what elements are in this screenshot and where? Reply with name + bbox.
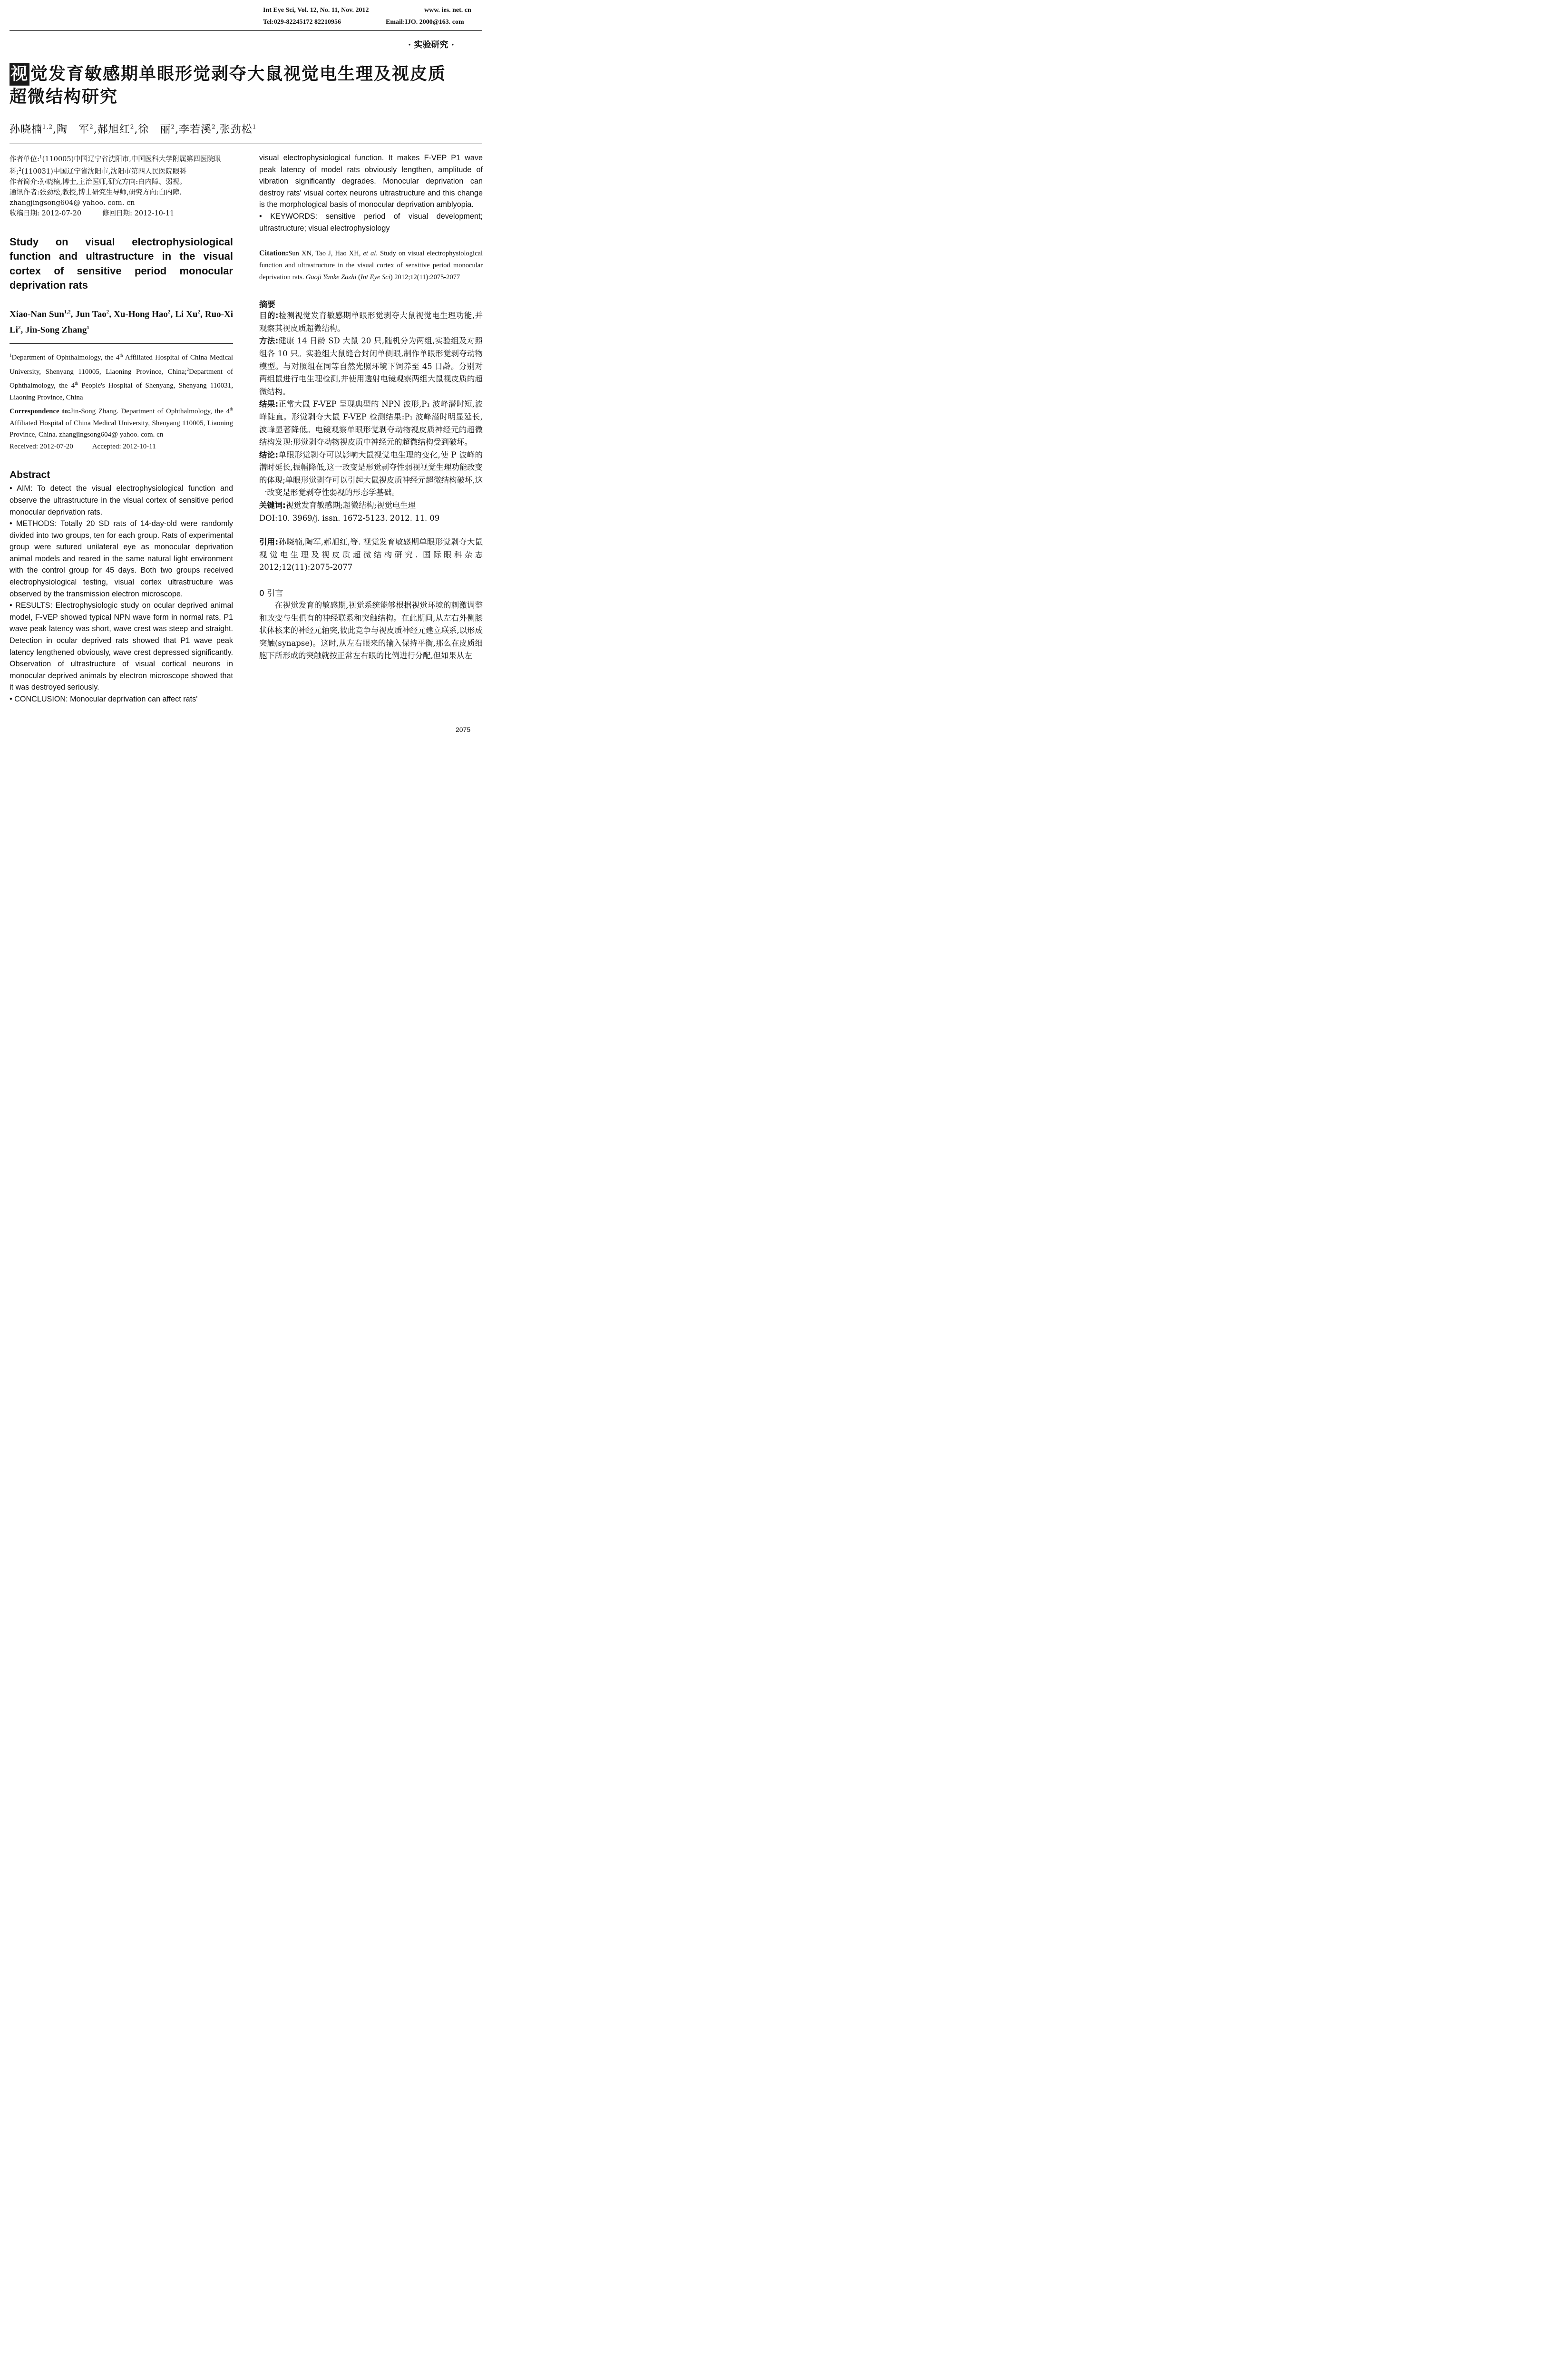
intro-paragraph: 在视觉发育的敏感期,视觉系统能够根据视觉环境的刺激调整和改变与生俱有的神经联系和突触结构。在此期间,从左右外侧膝状体核来的神经元轴突,彼此竞争与视皮质神经元建立联系,以形成突触(synapse)。这时,从左右眼来的输入保持平衡,那么在皮质细胞下所形成的突触就按正常左右眼的比例进行分配,但如果从左 (259, 601, 483, 661)
journal-website: www. ies. net. cn (424, 7, 471, 14)
author-cn: 李若溪 (179, 124, 212, 136)
abstract-aim: • AIM: To detect the visual electrophysiological function and observe the ultrastructure in the visual cortex of sensitive period monocular deprivation rats. (10, 484, 233, 516)
author-cn: 陶 军 (57, 124, 90, 136)
zhaiyao-aim: 目的:检测视觉发育敏感期单眼形觉剥夺大鼠视觉电生理功能,并观察其视皮质超微结构。 (259, 311, 483, 333)
authors-en: Xiao-Nan Sun$^{1,2}$, Jun Tao$^2$, Xu-Hong Hao$^2$, Li Xu$^2$, Ruo-Xi Li$^2$, Jin-Song Zhang$^1$ (10, 309, 233, 335)
author-cn-sup: 2 (171, 123, 175, 130)
page-number: 2075 (456, 726, 471, 733)
author-cn-sup: 2 (130, 123, 135, 130)
title-cn-first-char: 视 (10, 63, 29, 86)
intro-body (259, 599, 483, 662)
header-rule (10, 30, 482, 31)
author-cn: 张劲松 (219, 124, 253, 136)
title-cn (10, 63, 485, 108)
zhaiyao-heading: 摘要 (259, 300, 275, 310)
author-cn-sup: 2 (212, 123, 216, 130)
intro-heading: 0 引言 (259, 589, 283, 599)
abstract-body (10, 483, 233, 705)
accepted-date-en: Accepted: 2012-10-11 (92, 442, 156, 450)
received-date-cn: 收稿日期: 2012-07-20 (10, 209, 82, 217)
affiliation-rule (10, 343, 233, 344)
doi: DOI:10. 3969/j. issn. 1672-5123. 2012. 11. 09 (259, 513, 440, 523)
right-column (259, 152, 483, 662)
citation-label: Citation: (259, 249, 289, 258)
affiliation-cn (10, 152, 233, 219)
journal-email: Email:IJO. 2000@163. com (386, 19, 464, 26)
author-cn: 徐 丽 (138, 124, 171, 136)
author-cn-sup: 1 (252, 123, 257, 130)
zhaiyao-methods: 方法:健康 14 日龄 SD 大鼠 20 只,随机分为两组,实验组及对照组各 10 只。实验组大鼠缝合封闭单侧眼,制作单眼形觉剥夺动物模型。与对照组在同等自然光照环境下饲养至 45 日龄。分别对两组鼠进行电生理检测,并使用透射电镜观察两组大鼠视皮质的超微结构。 (259, 336, 483, 396)
section-tag: · 实验研究 · (408, 40, 455, 50)
received-date-en: Received: 2012-07-20 (10, 442, 73, 450)
title-cn-line1: 觉发育敏感期单眼形觉剥夺大鼠视觉电生理及视皮质 (30, 64, 447, 84)
citation-cn-label: 引用: (259, 537, 279, 547)
abstract-conclusion-cont: visual electrophysiological function. It makes F-VEP P1 wave peak latency of model rats obviously lengthen, amplitude of vibration significantly degrades. Monocular deprivation can destroy rats' visual cortex neurons ultrastructure and this change is the morphological basis of monocular deprivation amblyopia. (259, 154, 483, 209)
left-column (10, 152, 233, 705)
zhaiyao-conclusion: 结论:单眼形觉剥夺可以影响大鼠视觉电生理的变化,使 P 波峰的潜时延长,振幅降低,这一改变是形觉剥夺性弱视视觉生理功能改变的体现;单眼形觉剥夺可以引起大鼠视皮质神经元超微结构破坏,这一改变是形觉剥夺性弱视的形态学基础。 (259, 450, 483, 497)
zhaiyao-body (259, 310, 483, 525)
abstract-results: • RESULTS: Electrophysiologic study on ocular deprived animal model, F-VEP showed typical NPN wave form in normal rats, P1 wave peak latency was short, wave crest was steep and straight. Detection in ocular deprived rats showed that P1 wave peak latency lengthened obviously, wave crest depressed significantly. Observation of ultrastructure of visual cortical neurons in monocular deprived animals by electron microscope showed that it was destroyed seriously. (10, 601, 233, 692)
title-cn-line2: 超微结构研究 (10, 87, 118, 107)
title-en: Study on visual electrophysiological function and ultrastructure in the visual cortex of sensitive period monocular deprivation rats (10, 235, 233, 292)
citation-en: Citation:Sun XN, Tao J, Hao XH, et al. Study on visual electrophysiological function and ultrastructure in the visual cortex of sensitive period monocular deprivation rats. Guoji Yanke Zazhi (Int Eye Sci) 2012;12(11):2075-2077 (259, 249, 483, 282)
corresponding-email-cn: zhangjingsong604@ yahoo. com. cn (10, 199, 135, 207)
citation-cn: 引用:孙晓楠,陶军,郝旭红,等. 视觉发育敏感期单眼形觉剥夺大鼠视觉电生理及视皮质超微结构研究. 国际眼科杂志 2012;12(11):2075-2077 (259, 537, 483, 572)
author-cn-sup: 1,2 (42, 123, 53, 130)
corresponding-author-cn: 通讯作者:张劲松,教授,博士研究生导师,研究方向:白内障. (10, 188, 182, 196)
journal-line: Int Eye Sci, Vol. 12, No. 11, Nov. 2012 (263, 7, 369, 14)
abstract-continued (259, 152, 483, 234)
zhaiyao-keywords: 关键词:视觉发育敏感期;超微结构;视觉电生理 (259, 501, 416, 510)
affiliation-cn-units: 作者单位:$^1$(110005)中国辽宁省沈阳市,中国医科大学附属第四医院眼科;$^2$(110031)中国辽宁省沈阳市,沈阳市第四人民医院眼科 (10, 155, 221, 175)
dates-cn (10, 208, 233, 219)
zhaiyao-results: 结果:正常大鼠 F-VEP 呈现典型的 NPN 波形,P₁ 波峰潜时短,波峰陡直。形觉剥夺大鼠 F-VEP 检测结果:P₁ 波峰潜时明显延长,波峰显著降低。电镜观察单眼形觉剥夺动物视皮质神经元的超微结构发现:形觉剥夺动物视皮质中神经元的超微结构受到破坏。 (259, 399, 483, 447)
abstract-heading: Abstract (10, 469, 50, 481)
affiliation-en: $^1$Department of Ophthalmology, the 4th Affiliated Hospital of China Medical University, Shenyang 110005, Liaoning Province, China;$^2$Department of Ophthalmology, the 4th People's Hospital of Shenyang, Shenyang 110031, Liaoning Province, China Correspondence to:Jin-Song Zhang. Department of Ophthalmology, the 4th Affiliated Hospital of China Medical University, Shenyang 110005, Liaoning Province, China. zhangjingsong604@ yahoo. com. cn Received: 2012-07-20 Accepted: 2012-10-11 (10, 353, 234, 450)
journal-tel: Tel:029-82245172 82210956 (263, 19, 341, 26)
revised-date-cn: 修回日期: 2012-10-11 (102, 209, 175, 217)
author-cn: 郝旭红 (97, 124, 130, 136)
authors-cn: 孙晓楠$^{1,2}$,陶 军$^2$,郝旭红$^2$,徐 丽$^2$,李若溪$^2$,张劲松$^1$ (10, 123, 257, 136)
abstract-conclusion-start: • CONCLUSION: Monocular deprivation can affect rats' (10, 695, 198, 703)
author-cn-sup: 2 (89, 123, 94, 130)
correspondence-label: Correspondence to: (10, 408, 70, 416)
abstract-keywords: • KEYWORDS: sensitive period of visual development; ultrastructure; visual electrophysiology (259, 212, 483, 233)
abstract-methods: • METHODS: Totally 20 SD rats of 14-day-old were randomly divided into two groups, ten for each group. Rats of experimental group were sutured unilateral eye as monocular deprivation animal models and reared in the same natural light environment with the control group for 45 days. Both two groups received electrophysiological testing, visual cortex ultrastructure was observed by the transmission electron microscope. (10, 519, 233, 598)
author-bio: 作者简介:孙晓楠,博士,主治医师,研究方向:白内障、弱视。 (10, 178, 186, 186)
author-cn: 孙晓楠 (10, 124, 43, 136)
